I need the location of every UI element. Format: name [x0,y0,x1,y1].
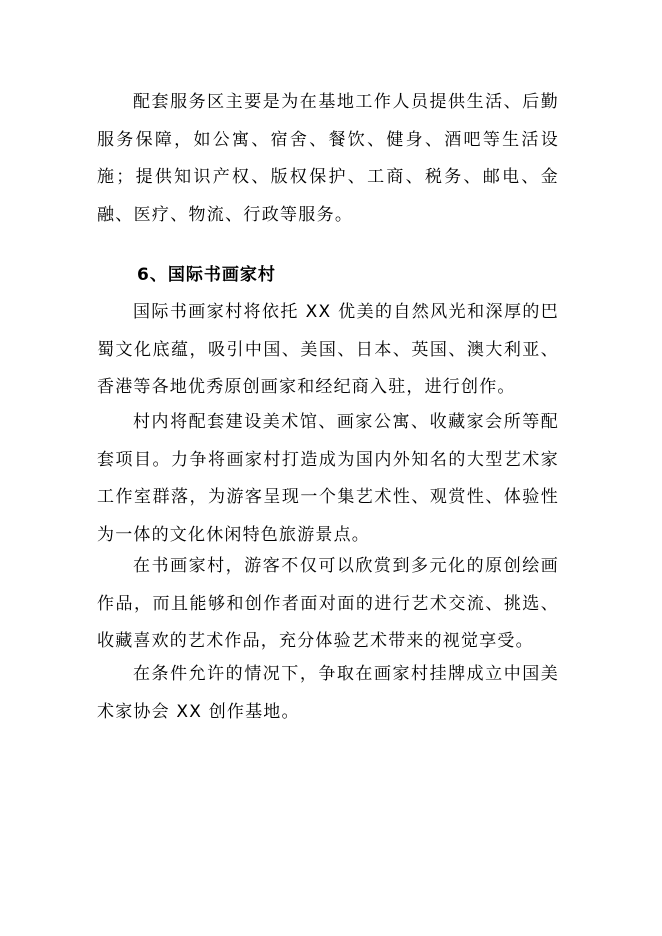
section-heading: 6、国际书画家村 [137,265,276,285]
intro-paragraph: 配套服务区主要是为在基地工作人员提供生活、后勤服务保障，如公寓、宿舍、餐饮、健身、酒吧等生活设施；提供知识产权、版权保护、工商、税务、邮电、金融、医疗、物流、行政等服务。 [97,92,559,225]
body-paragraph: 村内将配套建设美术馆、画家公寓、收藏家会所等配套项目。力争将画家村打造成为国内外知名的大型艺术家工作室群落，为游客呈现一个集艺术性、观赏性、体验性为一体的文化休闲特色旅游景点。 [97,412,559,545]
body-paragraph: 在条件允许的情况下，争取在画家村挂牌成立中国美术家协会 XX 创作基地。 [97,664,559,722]
body-paragraph: 国际书画家村将依托 XX 优美的自然风光和深厚的巴蜀文化底蕴，吸引中国、美国、日本、英国、澳大利亚、香港等各地优秀原创画家和经纪商入驻，进行创作。 [97,302,559,397]
body-paragraph: 在书画家村，游客不仅可以欣赏到多元化的原创绘画作品，而且能够和创作者面对面的进行艺术交流、挑选、收藏喜欢的艺术作品，充分体验艺术带来的视觉享受。 [97,556,559,651]
